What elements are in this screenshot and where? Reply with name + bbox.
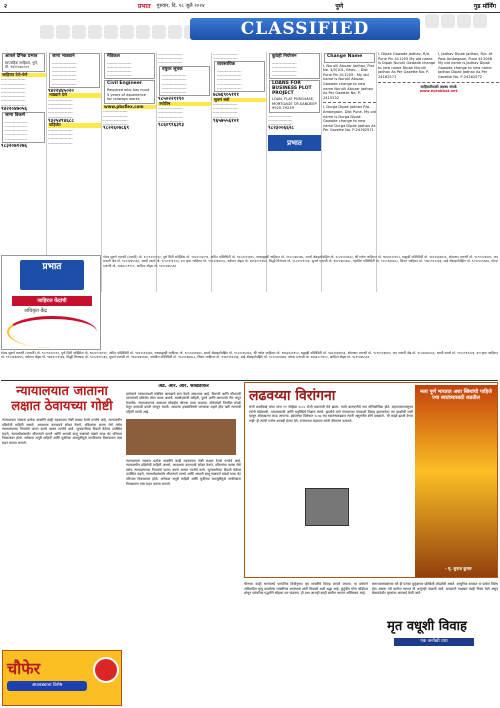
- ad-phone: ९४२२४४५०२०: [48, 87, 75, 94]
- ad-title: वधुवर सूचक: [162, 66, 183, 72]
- article-headline: न्यायालयात जाताना लक्षात ठेवायच्या गोष्टी: [11, 384, 113, 414]
- ad-phone: ९८६०९९६३१३: [158, 122, 185, 129]
- ad-title: जागा भाड्याने: [52, 54, 75, 59]
- ad-title: कुठेही नियोजन: [272, 54, 297, 59]
- website-link[interactable]: www.eprabhat.net: [419, 89, 458, 94]
- ad-phone: ९३२५४९४६८८: [48, 117, 75, 124]
- legal-article-continued: [126, 384, 241, 704]
- ad-phone: ९४२२०४७०५६: [1, 105, 28, 112]
- article-byline: ॲड. आर. आर. श्रीखंडीकर: [158, 384, 209, 389]
- ring-icon: [72, 25, 86, 39]
- ad-phone: ९६५७५५६१०१: [213, 117, 240, 124]
- agency-sub: अधिकृत केंद्र: [24, 308, 47, 314]
- key-icon: [168, 25, 182, 39]
- prabhat-logo: प्रभात: [20, 260, 84, 290]
- bottom-article: [244, 582, 498, 706]
- classified-column-3: मेडिकल ------------------- ------------------- ------------------- ------------------- Civil Engineer Required who has must 5 years of experience for railways works www.pbsflex.com ------------------- ------------------- ------------------- ------------------- ९८२२६०७८६९: [103, 52, 157, 292]
- bag-icon: [441, 14, 455, 28]
- feature-body: राणी लक्ष्मीबाई यांचा जन्म १९ नोव्हेंबर १८२८ रोजी वाराणसी येथे झाला. त्यांचे बालपणीचे नाव मणिकर्णिका होते. लहानपणापासूनच त्यांनी घोडेस्वारी, तलवारबाजी आणि धनुर्विद्येचे शिक्षण घेतले. झाशीचे राजे गंगाधरराव यांच्याशी विवाह झाल्यानंतर त्या झाशीची राणी म्हणून ओळखल्या जाऊ लागल्या. इंग्रजांच्या विरोधात १८५७ च्या स्वातंत्र्यलढ्यात त्यांनी अतुलनीय शौर्य दाखवले. 'मी माझी झाशी देणार नाही' ही त्यांची गर्जना आजही प्रेरणा देते. रणांगणात लढताना त्यांनी वीरमरण पत्करले.: [249, 405, 413, 423]
- article-body: समाजशास्त्रज्ञांच्या मते ही परंपरा कुटुंबाच्या प्रतिष्ठेशी जोडलेली असते. आधुनिक काळात या प्रथेला विरोध होत असला तरी ग्रामीण भागात ती अजूनही पाळली जाते. सरकारने याबाबत काही नियम केले असून बेकायदेशीर कृत्यांवर कारवाई केली जाते.: [372, 582, 498, 596]
- ad-title: Change Name: [327, 54, 363, 59]
- classified-title: CLASSIFIED: [190, 18, 420, 40]
- paper-name: प्रभात: [137, 3, 151, 10]
- name-change-notice: I, Nurulli Abuzar Jadhav, Flat No. 3/5/101, Bhav..., Dist Pune Pin 411205 - My old name is Nurulli Abuzar Gawade change to new name Nurulli Abuzar Jadhav As Per Gazette No. P-2415232: [323, 63, 375, 100]
- ad-heading: भाड्याने देणे: [48, 93, 101, 98]
- computer-icon: [152, 25, 166, 39]
- ad-phone: ९८२२६०७८६९: [103, 125, 130, 132]
- feature-article: [244, 382, 498, 578]
- classified-column-2: जागा भाड्याने ------------------- ------------------- ------------------- ------------------- ------------------- ------------------- ९४२२४४५०२० भाड्याने देणे ------------------- ------------------- ------------------- ------------------- ------------------- ९३२५४९४६८८ पाहिजेत ------------------- ------------------- ------------------- -------------------: [48, 52, 102, 292]
- ad-heading: जाहिरात देणे-घेणे: [1, 73, 46, 78]
- feature-headline: लढवय्या विरांगना: [249, 388, 336, 404]
- chaufer-title: चौफेर: [7, 659, 41, 678]
- name-change-notice: I, Durga Dipak Jadhav R/o. Ambegaon, Dist Pune. My old name is Durga Dipak Gawade change to new name Durga Dipak Jadhav As Per Gazette No. P-24162571: [323, 105, 376, 133]
- agency-list-continued: गोल्ड सुवर्ण एजन्सी (व्याप्ती) मो. ९८८९२१२०१२, पुणे सिटी सर्व्हिसेस मो. ९४२२००७०९१, अमित पब्लिसिटी मो. ९४२२५१२३४५, नवसाह्याद्री जाहिरात मो. ९८५००४४२७५, समर्थ ॲडव्हर्टायझिंग मो. ९८२२०६५४३२, श्री गणेश जाहिरात मो. ९७६४२२११०२, सह्याद्री पब्लिसिटी मो. ९४२२३३६४५६, ओमकार एजन्सी मो. ९८९०१२३४४०, जय भवानी ॲड मो. ९८२२४४५५६६, स्वामी समर्थ मो. ९८५०१११२२३, दत्त कृपा जाहिरात मो. ९९२२३३४४५५, वर्धमान ॲड्स मो. ९७६३००११४४, सिद्धी विनायक मो. ९८२२१११०३३, सुपर्ण एजन्सी मो. ९४२२३४५६७८, एकविरा पब्लिसिटी मो. ९८५०६६७७८८, शिवम जाहिरात मो. ९९७०११२२३३, साई ॲडव्हर्टायझिंग मो. ९८२२५५६६७७, मोरया एजन्सी मो. ९७६४८८९९००, आदित्य ॲड्स मो. ९८९०४४५५६६: [1, 351, 498, 381]
- court-photo: [126, 419, 236, 455]
- classified-column-4: ------------------- ------------------- ------------------- वधुवर सूचक ------------------- ------------------- ------------------- ------------------- ------------------- ९८५०२२११९० ज्योतिष ------------------- ------------------- ------------------- ------------------- ९८६०९९६३१३: [158, 52, 212, 292]
- ad-title: आपले दैनिक प्रभात: [5, 54, 38, 59]
- ad-title: मेडिकल: [107, 54, 120, 59]
- ad-website: www.pbsflex.com: [103, 105, 156, 110]
- warrior-queen-illustration: [415, 385, 497, 577]
- plane-icon: [473, 14, 487, 28]
- agency-list: गोल्ड सुवर्ण एजन्सी (व्याप्ती) मो. ९८८९२१२०१२, पुणे सिटी सर्व्हिसेस मो. ९४२२००७०९१, अमित पब्लिसिटी मो. ९४२२५१२३४५, नवसाह्याद्री जाहिरात मो. ९८५००४४२७५, समर्थ ॲडव्हर्टायझिंग मो. ९८२२०६५४३२, श्री गणेश जाहिरात मो. ९७६४२२११०२, सह्याद्री पब्लिसिटी मो. ९४२२३३६४५६, ओमकार एजन्सी मो. ९८९०१२३४४०, जय भवानी ॲड मो. ९८२२४४५५६६, स्वामी समर्थ मो. ९८५०१११२२३, दत्त कृपा जाहिरात मो. ९९२२३३४४५५, वर्धमान ॲड्स मो. ९७६३००११४४, सिद्धी विनायक मो. ९८२२१११०३३, सुपर्ण एजन्सी मो. ९४२२३४५६७८, एकविरा पब्लिसिटी मो. ९८५०६६७७८८, शिवम जाहिरात मो. ९९७०११२२३३, साई ॲडव्हर्टायझिंग मो. ९८२२५५६६७७, मोरया एजन्सी मो. ९७६४८८९९००, आदित्य ॲड्स मो. ९८९०४४५५६६: [103, 255, 498, 268]
- agency-advert: [1, 255, 101, 350]
- ad-heading: सुवर्ण संधी: [213, 98, 266, 103]
- loan-text: LOAN, FLAT PURCHASE, MORTGAGE CR.SANDEEP 9920-79239: [272, 97, 317, 111]
- city-name: पुणे: [335, 3, 344, 10]
- illustration-credit: - मृ. सुनाल कुमार: [445, 566, 472, 571]
- job-title: Civil Engineer: [107, 81, 142, 87]
- star-icon: [425, 14, 439, 28]
- ad-text: साप्ताहिक जाहिरात, पुणे, मो. ९४२२०७०८०९: [5, 60, 39, 70]
- ad-phone: ९८३२०७१२७६: [1, 142, 28, 149]
- ad-title: जागा विकणे: [5, 113, 26, 119]
- ad-title: व्यवसायिक: [217, 62, 236, 68]
- agency-tag: जाहिरात केंद्रांची: [12, 296, 92, 306]
- name-change-notice: I, Jadhav Dipak Jadhav, R/o. At Post Ambegaon, Pune 411046 My old name is Jadhav Dipak Gawade change to new name Jadhav Dipak Jadhav As Per Gazette No. P-24162572: [438, 52, 493, 79]
- ad-phone: ७८७६९०५१११: [213, 91, 240, 98]
- ad-heading: पाहिजेत: [48, 123, 101, 128]
- article-body: न्यायालयात जाताना प्रत्येक व्यक्तीने काही महत्त्वाच्या गोष्टी लक्षात ठेवणे गरजेचे आहे. न्यायालयीन प्रक्रियेची माहिती असणे, आवश्यक कागदपत्रे सोबत ठेवणे, वकिलांचा सल्ला घेणे तसेच न्यायालयाच्या नियमांचे पालन करणे अत्यंत गरजेचे ठरते. सुनावणीच्या दिवशी वेळेवर उपस्थित राहणे, न्यायाधीशांसमोर सौजन्याने वागणे आणि आपली बाजू स्पष्टपणे मांडणे याचा थेट परिणाम निकालावर होतो. अनेकदा अपुरी माहिती आणि चुकीच्या समजुतींमुळे नागरिकांना विनाकारण त्रास सहन करावा लागतो.: [126, 458, 241, 486]
- article-body: न्यायालयात जाताना प्रत्येक व्यक्तीने काही महत्त्वाच्या गोष्टी लक्षात ठेवणे गरजेचे आहे. न्यायालयीन प्रक्रियेची माहिती असणे, आवश्यक कागदपत्रे सोबत ठेवणे, वकिलांचा सल्ला घेणे तसेच न्यायालयाच्या नियमांचे पालन करणे अत्यंत गरजेचे ठरते. सुनावणीच्या दिवशी वेळेवर उपस्थित राहणे, न्यायाधीशांसमोर सौजन्याने वागणे आणि आपली बाजू स्पष्टपणे मांडणे याचा थेट परिणाम निकालावर होतो. अनेकदा अपुरी माहिती आणि चुकीच्या समजुतींमुळे नागरिकांना विनाकारण त्रास सहन करावा लागतो.: [2, 418, 122, 445]
- ad-phone: ९८५०२२११९०: [158, 96, 185, 103]
- ad-note: जाहिरातीसाठी अवश्य संपर्क: [420, 84, 457, 89]
- page-number: २: [4, 3, 8, 10]
- portrait-photo: [305, 488, 349, 526]
- badge-icon: [93, 657, 119, 683]
- prabhat-logo-small: प्रभात: [268, 135, 321, 151]
- book-icon: [120, 25, 134, 39]
- name-change-notice: I, Dipak Gawade Jadhav, R/o. Pune Pin 411205 My old name is Dipak Nurulli Gawade change to new name Dipak Nurulli Jadhav As Per Gazette No. P-24162571: [378, 52, 436, 79]
- ad-heading: ज्योतिष: [158, 102, 211, 107]
- ad-phone: ९८२३००६६२८: [268, 125, 295, 132]
- category-icons-left: [40, 14, 200, 50]
- chaufer-pill: आठवड्याचा विशेष: [7, 681, 87, 691]
- phone-icon: [104, 25, 118, 39]
- bottom-subhead: एक अनोखी प्रथा: [394, 638, 474, 646]
- swoosh-decoration: [7, 316, 97, 348]
- car-icon: [56, 25, 70, 39]
- illustration-caption: मला पूर्ण भारतात अशा स्त्रियांची पाहिजे ज्या स्वातंत्र्यासाठी लढतील: [420, 389, 492, 401]
- page-header: [0, 0, 500, 13]
- edition-name: गुड मॉर्निंग: [473, 3, 496, 10]
- classified-column-1: आपले दैनिक प्रभात साप्ताहिक जाहिरात, पुणे, मो. ९४२२०७०८०९ जाहिरात देणे-घेणे ------------------- ------------------- ------------------- ------------------- ------------------- ------------------- ------------------- ९४२२०४७०५६ जागा विकणे ----------------- ----------------- ----------------- ----------------- ----------------- ९८३२०७१२७६: [1, 52, 47, 292]
- loan-title: LOANS FOR BUSINESS PLOT PROJECT: [272, 81, 312, 96]
- medical-icon: [136, 25, 150, 39]
- house-icon: [40, 25, 54, 39]
- category-icons-right: [425, 14, 497, 50]
- legal-article: [2, 384, 122, 644]
- page-date: गुरुवार, दि. १८ जुलै २०२४: [156, 3, 205, 9]
- classified-column-5: ------------------- ------------------- व्यवसायिक ------------------- ------------------- ------------------- ------------------- ------------------- ७८७६९०५१११ सुवर्ण संधी ------------------- ------------------- ------------------- ------------------- ९६५७५५६१०१: [213, 52, 267, 292]
- bottom-headline: मृत वधूशी विवाह: [362, 616, 492, 638]
- article-body: प्रत्येकाने न्यायालयाशी संबंधित कायद्याचे ज्ञान ठेवणे आवश्यक आहे. दिवाणी आणि फौजदारी दाव्यांमध्ये प्रक्रियेत मोठा फरक असतो. साक्षीदारांची माहिती, पुरावे आणि कागदपत्रे नीट जपून ठेवावीत. न्यायालयाच्या आवारात मोबाईल फोनचा वापर टाळावा. वकिलांशी नियमित संपर्क ठेवून दाव्याची प्रगती जाणून घ्यावी. आपल्या हक्कांविषयी जागरूक राहणे हीच खरी न्यायाची पहिली पायरी आहे.: [126, 391, 241, 414]
- job-text: Required who has must 5 years of experience for railways works: [107, 87, 150, 102]
- camera-icon: [457, 14, 471, 28]
- classified-column-6: कुठेही नियोजन ------------------- ------------------- ------------------- ------------------- LOANS FOR BUSINESS PLOT PROJECT LOAN, FLAT PURCHASE, MORTGAGE CR.SANDEEP 9920-79239 ------------------- ------------------- ------------------- ९८२३००६६२८ प्रभात: [268, 52, 322, 292]
- article-body: चीनच्या काही भागांमध्ये पारंपरिक विधीनुसार मृत व्यक्तींचे विवाह लावले जातात. या प्रथेमागे अविवाहित मृत्यू पावलेल्या व्यक्तींच्या आत्म्याला शांती मिळावी अशी श्रद्धा आहे. कुटुंबीय योग्य जोडीदार शोधून पारंपरिक पद्धतीने सोहळा पार पाडतात. ही प्रथा आजही काही ग्रामीण भागात अस्तित्वात आहे.: [244, 582, 368, 596]
- briefcase-icon: [88, 25, 102, 39]
- chaufer-advert: [2, 650, 122, 706]
